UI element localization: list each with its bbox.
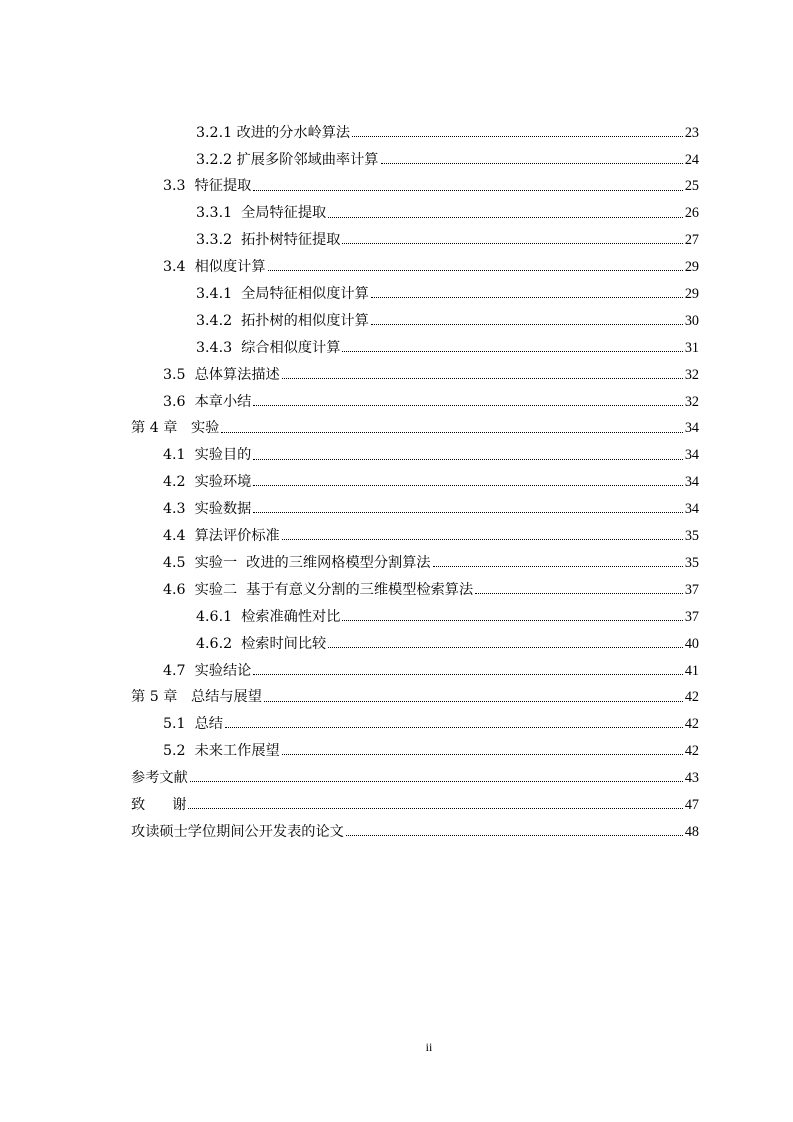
toc-entry-page: 42 xyxy=(684,743,699,760)
toc-entry-page: 41 xyxy=(684,662,699,679)
toc-leader-dots xyxy=(328,647,683,648)
toc-entry-page: 29 xyxy=(684,259,699,276)
toc-entry[interactable] xyxy=(0,709,793,736)
toc-entry-title: 4.5 实验一 改进的三维网格模型分割算法 xyxy=(163,554,431,571)
toc-leader-dots xyxy=(381,163,683,164)
toc-entry[interactable] xyxy=(0,574,793,601)
toc-entry[interactable] xyxy=(0,359,793,386)
table-of-contents xyxy=(0,117,793,843)
toc-entry[interactable] xyxy=(0,655,793,682)
toc-entry-page: 34 xyxy=(684,420,699,437)
toc-leader-dots xyxy=(253,512,682,513)
toc-entry-page: 42 xyxy=(684,716,699,733)
toc-entry-title: 参考文献 xyxy=(131,770,188,787)
toc-entry-page: 30 xyxy=(684,312,699,329)
toc-leader-dots xyxy=(190,781,683,782)
toc-leader-dots xyxy=(253,405,682,406)
toc-leader-dots xyxy=(253,190,682,191)
toc-leader-dots xyxy=(475,593,683,594)
toc-entry[interactable] xyxy=(0,735,793,762)
toc-entry[interactable] xyxy=(0,762,793,789)
toc-entry-title: 3.2.2 扩展多阶邻域曲率计算 xyxy=(196,151,379,168)
toc-leader-dots xyxy=(371,297,683,298)
toc-entry[interactable] xyxy=(0,144,793,171)
toc-entry-title: 4.3 实验数据 xyxy=(163,501,252,518)
page-number: ii xyxy=(425,1040,433,1054)
toc-leader-dots xyxy=(253,459,682,460)
toc-entry-title: 3.6 本章小结 xyxy=(163,393,252,410)
toc-entry-page: 27 xyxy=(684,232,699,249)
toc-entry-page: 26 xyxy=(684,205,699,222)
toc-leader-dots xyxy=(342,620,682,621)
toc-entry-page: 43 xyxy=(684,770,699,787)
toc-leader-dots xyxy=(342,243,682,244)
toc-leader-dots xyxy=(253,674,682,675)
toc-leader-dots xyxy=(282,539,683,540)
toc-leader-dots xyxy=(433,566,683,567)
toc-leader-dots xyxy=(188,808,682,809)
toc-entry-title: 4.4 算法评价标准 xyxy=(163,528,280,545)
toc-leader-dots xyxy=(342,351,682,352)
toc-entry-page: 37 xyxy=(684,608,699,625)
toc-entry-title: 致 谢 xyxy=(131,796,187,813)
toc-leader-dots xyxy=(264,701,683,702)
toc-entry-page: 32 xyxy=(684,393,699,410)
toc-entry[interactable] xyxy=(0,601,793,628)
toc-entry[interactable] xyxy=(0,386,793,413)
toc-entry-title: 4.6.1 检索准确性对比 xyxy=(196,608,341,625)
toc-entry[interactable] xyxy=(0,816,793,843)
toc-entry[interactable] xyxy=(0,789,793,816)
toc-entry-page: 32 xyxy=(684,366,699,383)
toc-leader-dots xyxy=(352,136,683,137)
toc-entry-page: 31 xyxy=(684,339,699,356)
toc-entry[interactable] xyxy=(0,278,793,305)
toc-entry[interactable] xyxy=(0,682,793,709)
toc-entry[interactable] xyxy=(0,251,793,278)
toc-entry-page: 35 xyxy=(684,528,699,545)
toc-entry[interactable] xyxy=(0,467,793,494)
toc-leader-dots xyxy=(282,378,683,379)
toc-entry-title: 4.2 实验环境 xyxy=(163,474,252,491)
toc-entry-title: 3.2.1 改进的分水岭算法 xyxy=(196,124,351,141)
toc-entry-title: 4.1 实验目的 xyxy=(163,447,252,464)
toc-entry-title: 3.4.1 全局特征相似度计算 xyxy=(196,286,369,303)
toc-entry[interactable] xyxy=(0,547,793,574)
toc-entry[interactable] xyxy=(0,171,793,198)
toc-entry[interactable] xyxy=(0,332,793,359)
toc-entry-page: 40 xyxy=(684,635,699,652)
toc-entry-title: 3.4 相似度计算 xyxy=(163,259,266,276)
toc-entry-page: 48 xyxy=(684,823,699,840)
toc-entry-title: 3.3.1 全局特征提取 xyxy=(196,205,327,222)
toc-leader-dots xyxy=(371,324,683,325)
toc-entry-title: 第 5 章 总结与展望 xyxy=(131,689,262,706)
toc-entry-page: 34 xyxy=(684,474,699,491)
toc-entry[interactable] xyxy=(0,440,793,467)
toc-entry-title: 攻读硕士学位期间公开发表的论文 xyxy=(131,823,344,840)
toc-entry-page: 25 xyxy=(684,178,699,195)
toc-entry-page: 47 xyxy=(684,796,699,813)
toc-entry-title: 3.5 总体算法描述 xyxy=(163,366,280,383)
toc-entry[interactable] xyxy=(0,493,793,520)
toc-entry[interactable] xyxy=(0,305,793,332)
toc-entry-title: 5.1 总结 xyxy=(163,716,223,733)
toc-entry-title: 4.6 实验二 基于有意义分割的三维模型检索算法 xyxy=(163,581,474,598)
toc-leader-dots xyxy=(268,270,683,271)
toc-entry-title: 3.3 特征提取 xyxy=(163,178,252,195)
toc-entry-page: 34 xyxy=(684,447,699,464)
toc-leader-dots xyxy=(346,835,683,836)
toc-entry[interactable] xyxy=(0,413,793,440)
toc-entry-page: 34 xyxy=(684,501,699,518)
toc-entry-title: 4.7 实验结论 xyxy=(163,662,252,679)
toc-entry-title: 3.4.2 拓扑树的相似度计算 xyxy=(196,312,369,329)
toc-entry[interactable] xyxy=(0,117,793,144)
toc-leader-dots xyxy=(221,432,682,433)
toc-leader-dots xyxy=(253,485,682,486)
toc-leader-dots xyxy=(225,727,683,728)
toc-entry-page: 23 xyxy=(684,124,699,141)
toc-entry[interactable] xyxy=(0,198,793,225)
toc-leader-dots xyxy=(282,754,683,755)
toc-entry-page: 35 xyxy=(684,554,699,571)
toc-entry-title: 4.6.2 检索时间比较 xyxy=(196,635,327,652)
toc-entry-page: 24 xyxy=(684,151,699,168)
toc-entry-page: 29 xyxy=(684,286,699,303)
toc-entry-title: 5.2 未来工作展望 xyxy=(163,743,280,760)
toc-entry[interactable] xyxy=(0,225,793,252)
toc-leader-dots xyxy=(328,217,683,218)
toc-entry-title: 第 4 章 实验 xyxy=(131,420,220,437)
toc-entry[interactable] xyxy=(0,628,793,655)
toc-entry-title: 3.3.2 拓扑树特征提取 xyxy=(196,232,341,249)
toc-entry-page: 42 xyxy=(684,689,699,706)
toc-entry-title: 3.4.3 综合相似度计算 xyxy=(196,339,341,356)
toc-entry-page: 37 xyxy=(684,581,699,598)
toc-entry[interactable] xyxy=(0,520,793,547)
